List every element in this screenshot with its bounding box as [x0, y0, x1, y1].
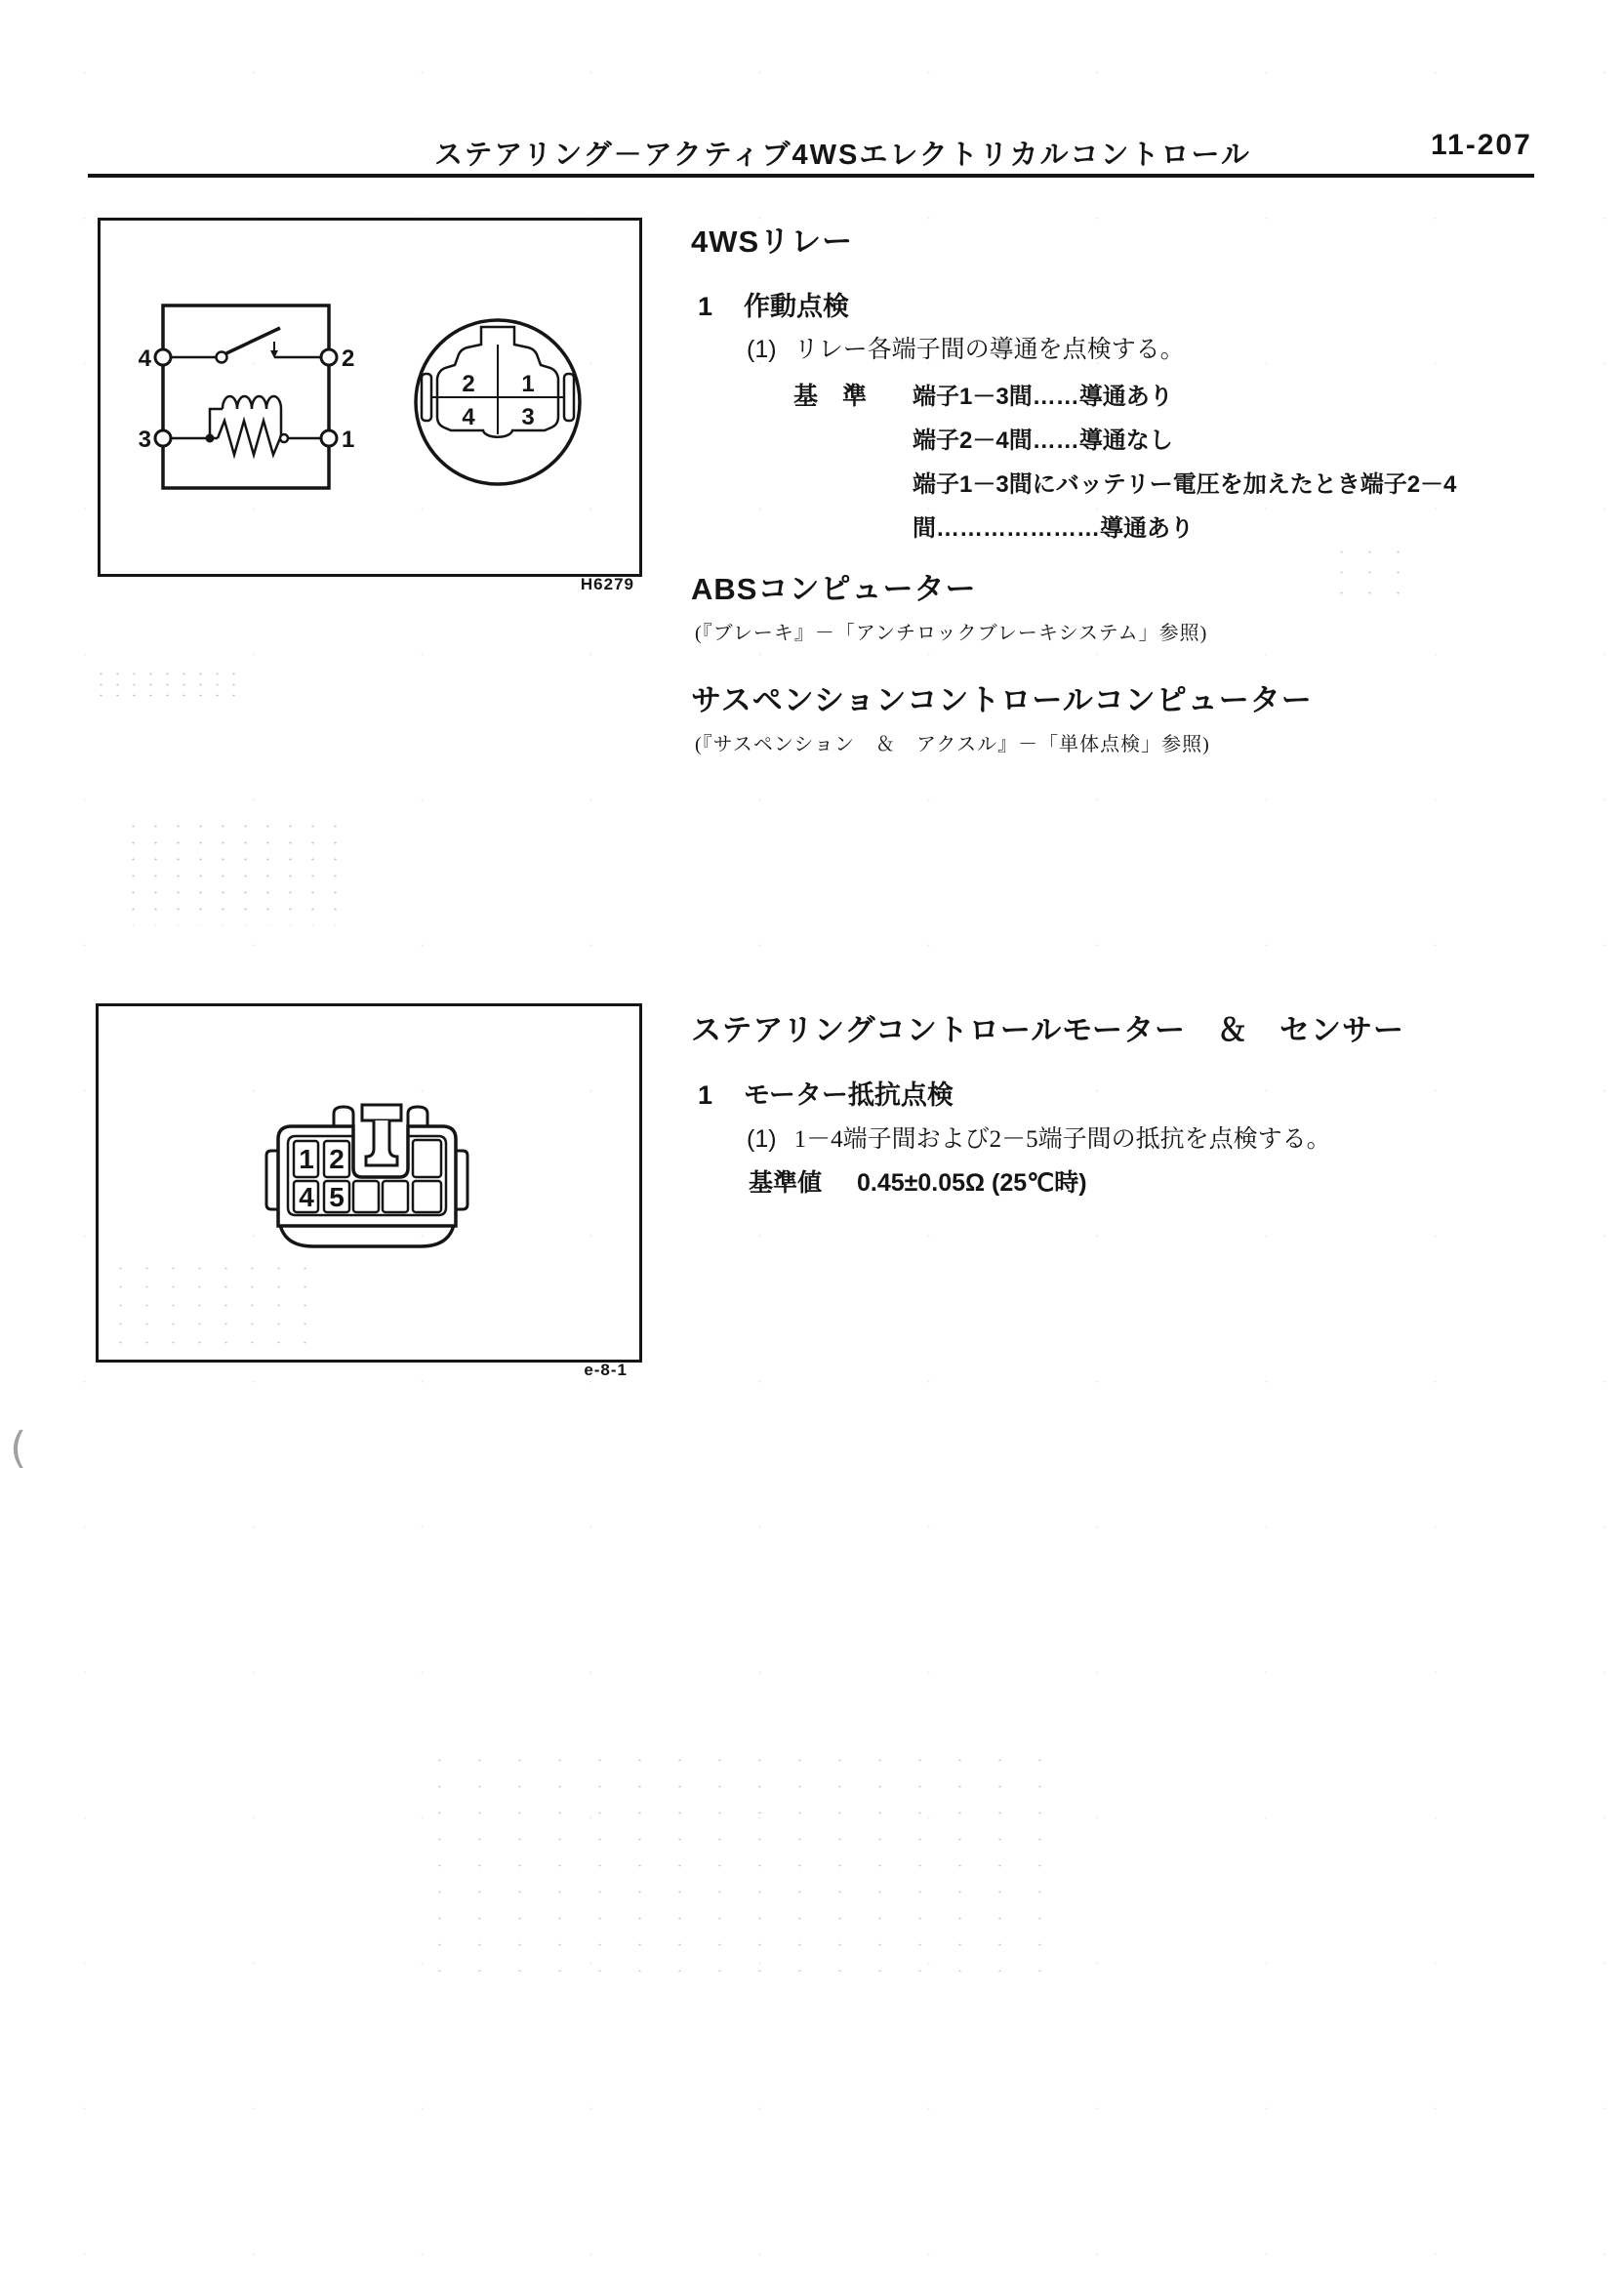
- spec-line: 端子1－3間……導通あり: [913, 384, 1173, 410]
- step-number: (1): [747, 336, 777, 363]
- connector-pin-label-3: 3: [521, 404, 535, 430]
- item-number: 1: [698, 292, 713, 321]
- scan-noise-patch: [122, 818, 346, 925]
- figure2-code: e-8-1: [584, 1361, 628, 1379]
- relay-terminal-label-4: 4: [138, 346, 151, 372]
- pin-label-5: 5: [329, 1182, 345, 1212]
- abs-reference-note: (『ブレーキ』－「アンチロックブレーキシステム」参照): [695, 623, 1208, 644]
- pin-label-4: 4: [299, 1182, 314, 1212]
- relay-terminal-label-2: 2: [342, 346, 355, 372]
- step-number: (1): [747, 1125, 777, 1153]
- page-number: 11-207: [1431, 129, 1532, 161]
- page-title: ステアリング－アクティブ4WSエレクトリカルコントロール: [434, 140, 1251, 171]
- connector-pin-label-1: 1: [521, 371, 535, 397]
- scan-noise-patch: [420, 1747, 1044, 1972]
- spec-line: 端子2－4間……導通なし: [913, 428, 1173, 454]
- scan-noise-patch: [107, 1259, 312, 1347]
- relay-terminal-label-1: 1: [342, 427, 355, 453]
- pin-label-2: 2: [329, 1144, 345, 1174]
- pin-label-1: 1: [299, 1144, 314, 1174]
- relay-terminal-label-3: 3: [138, 427, 151, 453]
- spec-value-resistance: 0.45±0.05Ω (25℃時): [857, 1169, 1087, 1197]
- step-text: 1－4端子間および2－5端子間の抵抗を点検する。: [793, 1126, 1331, 1153]
- item-number: 1: [698, 1080, 713, 1110]
- step-text: リレー各端子間の導通を点検する。: [793, 337, 1185, 363]
- scan-noise-patch: [1327, 542, 1415, 600]
- suspension-reference-note: (『サスペンション ＆ アクスル』－「単体点検」参照): [695, 734, 1210, 755]
- scan-noise-patch: [93, 669, 239, 698]
- spec-line: 間…………………導通あり: [913, 515, 1194, 542]
- spec-label-standard: 基 準: [793, 383, 868, 410]
- scan-paren-artifact: (: [10, 1423, 27, 1473]
- connector-pin-label-4: 4: [462, 404, 475, 430]
- section-heading-4ws-relay: 4WSリレー: [691, 224, 854, 259]
- connector-pin-label-2: 2: [462, 371, 475, 397]
- section-heading-suspension-computer: サスペンションコントロールコンピューター: [691, 683, 1313, 717]
- figure1-code: H6279: [580, 575, 634, 593]
- section-heading-steering-motor-sensor: ステアリングコントロールモーター ＆ センサー: [691, 1013, 1405, 1047]
- section-heading-abs-computer: ABSコンピューター: [691, 572, 977, 606]
- item-title: モーター抵抗点検: [744, 1080, 954, 1110]
- spec-label-standard-value: 基準値: [749, 1169, 823, 1197]
- spec-line: 端子1－3間にバッテリー電圧を加えたとき端子2－4: [913, 471, 1457, 498]
- item-title: 作動点検: [744, 292, 849, 321]
